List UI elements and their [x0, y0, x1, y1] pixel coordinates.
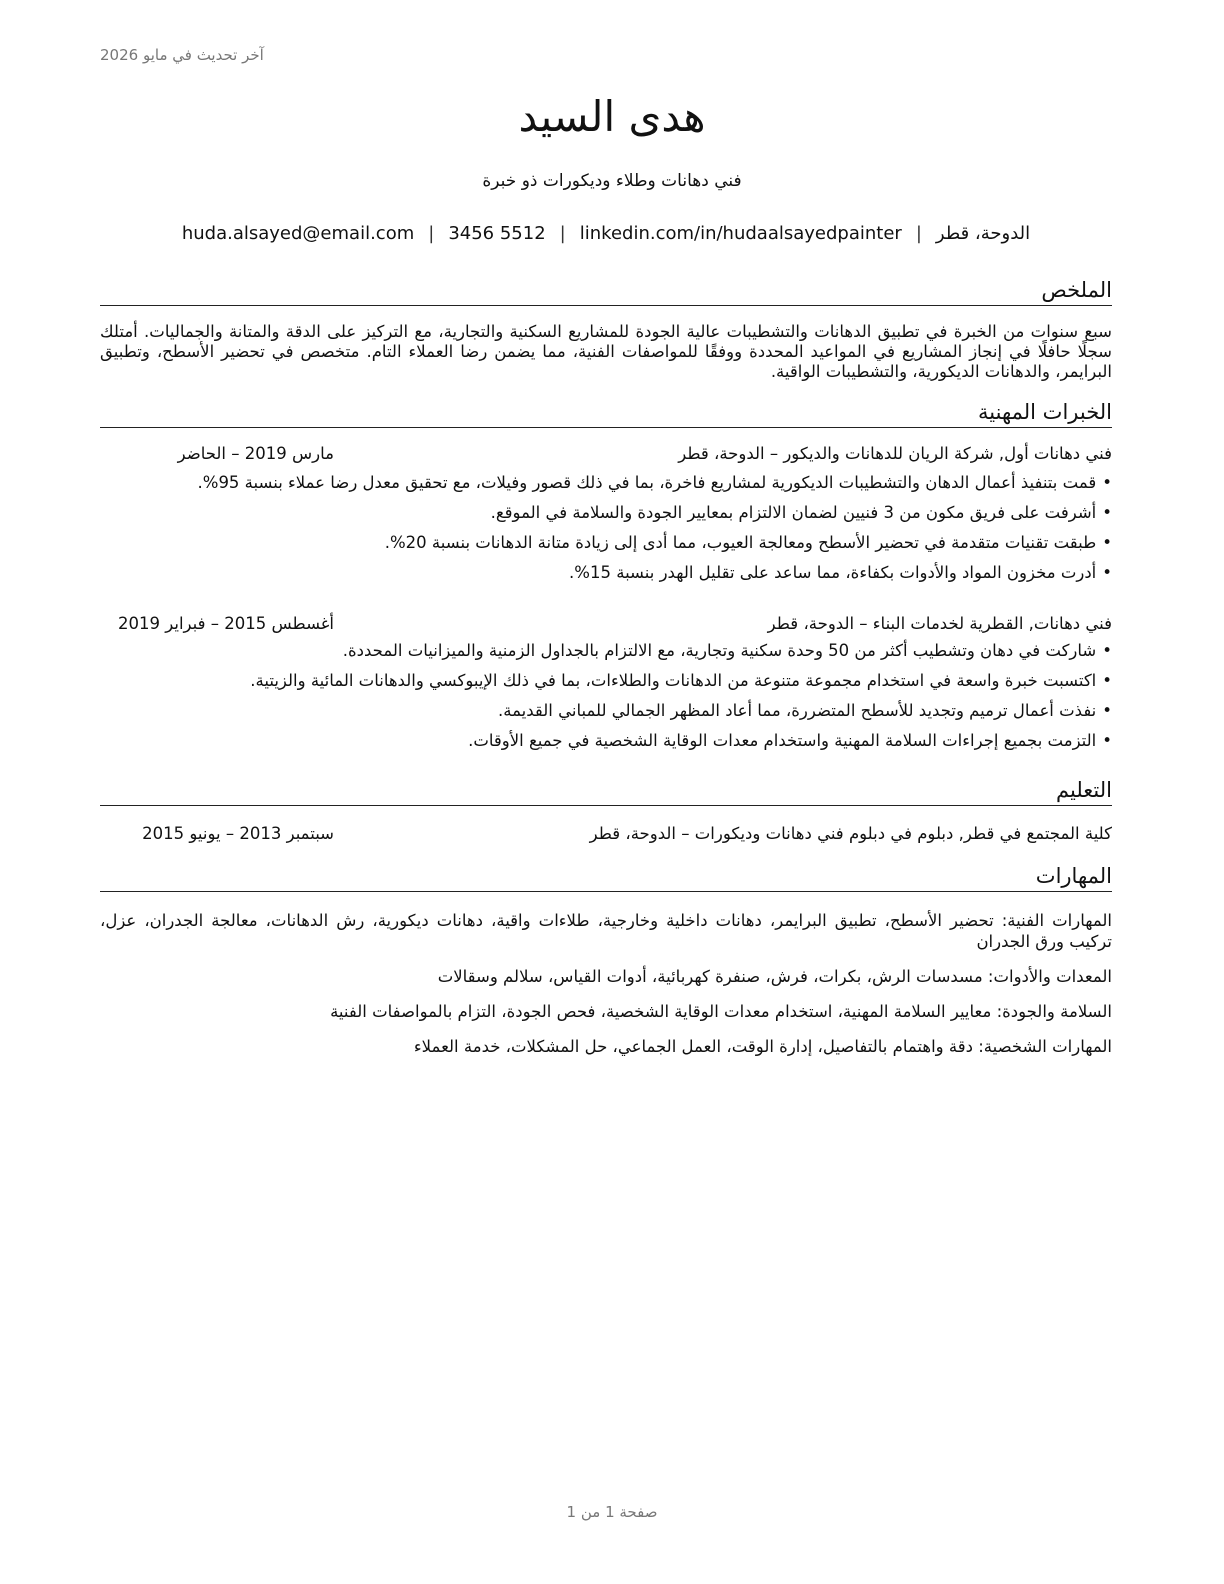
- job-entry: [100, 442, 1112, 588]
- contact-linkedin[interactable]: linkedin.com/in/hudaalsayedpainter: [579, 223, 902, 244]
- last-updated-note: آخر تحديث في مايو 2026: [100, 46, 264, 64]
- resume-body: [100, 276, 1112, 1057]
- job-bullet: • التزمت بجميع إجراءات السلامة المهنية واستخدام معدات الوقاية الشخصية في جميع الأوقات.: [100, 726, 1112, 756]
- job-bullet: • أدرت مخزون المواد والأدوات بكفاءة، مما ساعد على تقليل الهدر بنسبة 15%.: [100, 558, 1112, 588]
- contact-separator: |: [915, 223, 922, 244]
- skills-line: المهارات الفنية: تحضير الأسطح، تطبيق البرايمر، دهانات داخلية وخارجية، طلاءات واقية، دهانات ديكورية، رش الدهانات، معالجة الجدران، عزل، تركيب ورق الجدران: [100, 911, 1112, 951]
- contact-line: [100, 223, 1112, 244]
- job-bullet: • أشرفت على فريق مكون من 3 فنيين لضمان الالتزام بمعايير الجودة والسلامة في الموقع.: [100, 498, 1112, 528]
- candidate-headline: فني دهانات وطلاء وديكورات ذو خبرة: [482, 171, 742, 191]
- job-bullet: • شاركت في دهان وتشطيب أكثر من 50 وحدة سكنية وتجارية، مع الالتزام بالجداول الزمنية والميزانيات المحددة.: [100, 636, 1112, 666]
- job-bullet: • نفذت أعمال ترميم وتجديد للأسطح المتضررة، مما أعاد المظهر الجمالي للمباني القديمة.: [100, 696, 1112, 726]
- contact-separator: |: [559, 223, 566, 244]
- job-bullet: • قمت بتنفيذ أعمال الدهان والتشطيبات الديكورية لمشاريع فاخرة، بما في ذلك قصور وفيلات، مع تحقيق معدل رضا عملاء بنسبة 95%.: [100, 468, 1112, 498]
- job-bullet: • طبقت تقنيات متقدمة في تحضير الأسطح ومعالجة العيوب، مما أدى إلى زيادة متانة الدهانات بنسبة 20%.: [100, 528, 1112, 558]
- job-role: فني دهانات أول, شركة الريان للدهانات والديكور – الدوحة، قطر: [678, 444, 1112, 463]
- skills-list: [100, 910, 1112, 1057]
- education-header: [100, 822, 1112, 846]
- education-institution: كلية المجتمع في قطر, دبلوم في دبلوم فني دهانات وديكورات – الدوحة، قطر: [589, 824, 1112, 843]
- job-entry: [100, 612, 1112, 756]
- job-role: فني دهانات, القطرية لخدمات البناء – الدوحة، قطر: [767, 614, 1112, 633]
- job-dates-text: مارس 2019 – الحاضر: [177, 444, 334, 463]
- summary-heading: الملخص: [100, 276, 1112, 306]
- contact-email[interactable]: huda.alsayed@email.com: [181, 223, 415, 244]
- contact-location: الدوحة، قطر: [935, 223, 1031, 244]
- job-bullets: [100, 468, 1112, 588]
- job-dates: [100, 612, 334, 636]
- education-heading: التعليم: [100, 776, 1112, 806]
- contact-separator: |: [428, 223, 435, 244]
- job-header: [100, 442, 1112, 466]
- page-number: صفحة 1 من 1: [566, 1503, 658, 1521]
- skills-line: السلامة والجودة: معايير السلامة المهنية، استخدام معدات الوقاية الشخصية، فحص الجودة، التزام بالمواصفات الفنية: [330, 1002, 1112, 1021]
- candidate-name: هدى السيد: [518, 92, 706, 141]
- education-dates: [100, 822, 334, 846]
- job-dates-text: أغسطس 2015 – فبراير 2019: [118, 614, 334, 633]
- education-entry: [100, 822, 1112, 846]
- job-bullets: [100, 636, 1112, 756]
- summary-text: سبع سنوات من الخبرة في تطبيق الدهانات والتشطيبات عالية الجودة للمشاريع السكنية والتجارية، مع التركيز على الدقة والمتانة والجماليات. أمتلك سجلًا حافلًا في إنجاز المشاريع في المواعيد المحددة ووفقًا للمواصفات الفنية، مما يضمن رضا العملاء التام. متخصص في تحضير الأسطح، وتطبيق البرايمر، والدهانات الديكورية، والتشطيبات الواقية.: [100, 322, 1112, 381]
- skills-line: المهارات الشخصية: دقة واهتمام بالتفاصيل، إدارة الوقت، العمل الجماعي، حل المشكلات، خدمة العملاء: [413, 1037, 1112, 1056]
- skills-line: المعدات والأدوات: مسدسات الرش، بكرات، فرش، صنفرة كهربائية، أدوات القياس، سلالم وسقالات: [437, 967, 1112, 986]
- job-bullet: • اكتسبت خبرة واسعة في استخدام مجموعة متنوعة من الدهانات والطلاءات، بما في ذلك الإيبوكسي والدهانات المائية والزيتية.: [100, 666, 1112, 696]
- experience-heading: الخبرات المهنية: [100, 398, 1112, 428]
- education-dates-text: سبتمبر 2013 – يونيو 2015: [142, 824, 334, 843]
- contact-phone: 3456 5512: [448, 223, 546, 244]
- skills-heading: المهارات: [100, 862, 1112, 892]
- job-dates: [100, 442, 334, 466]
- job-header: [100, 612, 1112, 636]
